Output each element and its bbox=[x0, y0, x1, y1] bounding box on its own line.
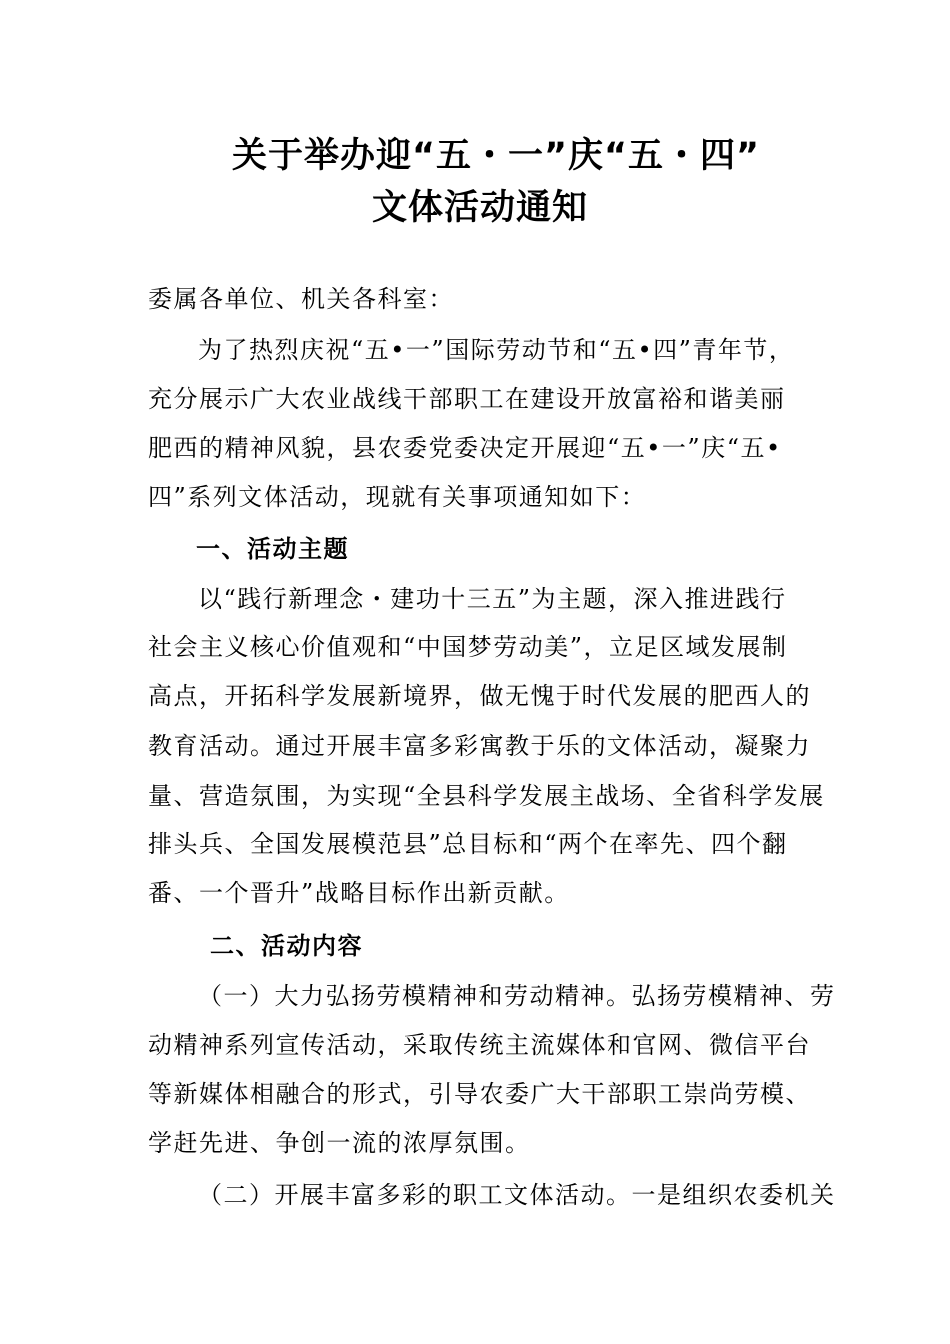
section1-line: 量、营造氛围，为实现“全县科学发展主战场、全省科学发展 bbox=[148, 782, 825, 810]
salutation: 委属各单位、机关各科室： bbox=[148, 285, 454, 313]
section2-item2-line: （二）开展丰富多彩的职工文体活动。一是组织农委机关 bbox=[198, 1181, 836, 1209]
section2-item1-line: 动精神系列宣传活动，采取传统主流媒体和官网、微信平台 bbox=[148, 1031, 811, 1059]
section-heading-content: 二、活动内容 bbox=[210, 932, 363, 960]
section1-line: 以“践行新理念・建功十三五”为主题，深入推进践行 bbox=[198, 585, 787, 613]
section1-line: 番、一个晋升”战略目标作出新贡献。 bbox=[148, 879, 570, 907]
intro-line: 肥西的精神风貌，县农委党委决定开展迎“五•一”庆“五• bbox=[148, 434, 782, 462]
intro-line: 四”系列文体活动，现就有关事项通知如下： bbox=[148, 483, 647, 511]
section1-line: 社会主义核心价值观和“中国梦劳动美”，立足区域发展制 bbox=[148, 633, 788, 661]
document-title-line-2: 文体活动通知 bbox=[372, 188, 589, 228]
intro-line: 为了热烈庆祝“五•一”国际劳动节和“五•四”青年节， bbox=[198, 336, 795, 364]
intro-line: 充分展示广大农业战线干部职工在建设开放富裕和谐美丽 bbox=[148, 385, 786, 413]
section2-item1-line: （一）大力弘扬劳模精神和劳动精神。弘扬劳模精神、劳 bbox=[198, 982, 836, 1010]
section1-line: 排头兵、全国发展模范县”总目标和“两个在率先、四个翻 bbox=[148, 830, 788, 858]
section1-line: 教育活动。通过开展丰富多彩寓教于乐的文体活动，凝聚力 bbox=[148, 732, 811, 760]
section2-item1-line: 等新媒体相融合的形式，引导农委广大干部职工崇尚劳模、 bbox=[148, 1080, 811, 1108]
section1-line: 高点，开拓科学发展新境界，做无愧于时代发展的肥西人的 bbox=[148, 682, 811, 710]
document-title-line-1: 关于举办迎“五・一”庆“五・四” bbox=[232, 136, 761, 176]
section2-item1-line: 学赶先进、争创一流的浓厚氛围。 bbox=[148, 1129, 531, 1157]
section-heading-theme: 一、活动主题 bbox=[196, 535, 349, 563]
